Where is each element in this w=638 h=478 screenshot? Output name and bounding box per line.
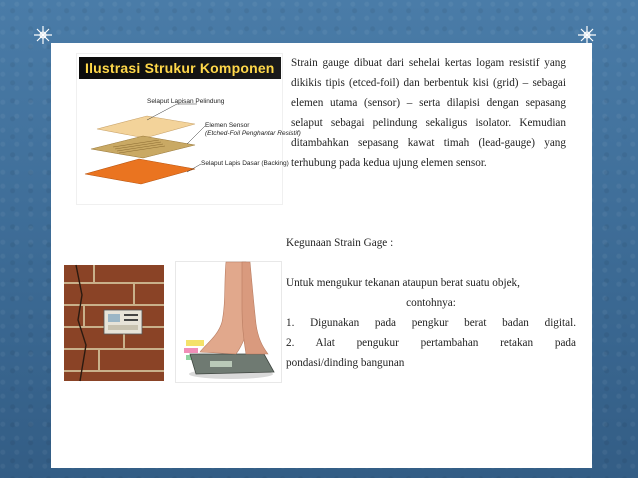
usage-intro: Untuk mengukur tekanan ataupun berat suatu objek, <box>286 277 520 289</box>
digital-scale-photo <box>175 261 282 383</box>
illustration-banner: Ilustrasi Strukur Komponen <box>79 57 281 79</box>
strain-gauge-layer-diagram <box>77 54 282 204</box>
label-sensor-element: Elemen Sensor <box>205 122 250 129</box>
description-text: Strain gauge dibuat dari sehelai kertas logam resistif yang dikikis tipis (etced-foil) dan berbentuk kisi (grid) – sebagai elemen utama (sensor) – serta dilapisi dengan sepasang selaput sebagai pelindung sekaligus isolator. Kemudian ditambahkan sepasang kawat timah (lead-gauge) yang terhubung pada kedua ujung elemen sensor. <box>291 57 566 169</box>
component-illustration <box>76 53 301 205</box>
usage-item-1: 1. Digunakan pada pengkur berat badan digital. <box>286 317 576 329</box>
usage-heading: Kegunaan Strain Gage : <box>286 237 394 249</box>
usage-item-2-line-1: 2. Alat pengukur pertambahan retakan pada <box>286 337 576 349</box>
label-sensor-detail: (Etched-Foil Penghantar Resistif) <box>205 130 301 137</box>
usage-item-2-line-2: pondasi/dinding bangunan <box>286 357 405 369</box>
label-base-layer: Selaput Lapis Dasar (Backing) <box>201 160 289 167</box>
usage-example-label: contohnya: <box>406 297 456 309</box>
label-protective-layer: Selaput Lapisan Pelindung <box>147 98 225 105</box>
crack-gauge-wall-photo <box>64 265 164 381</box>
description-paragraph <box>291 53 566 173</box>
slide-content <box>51 43 592 468</box>
